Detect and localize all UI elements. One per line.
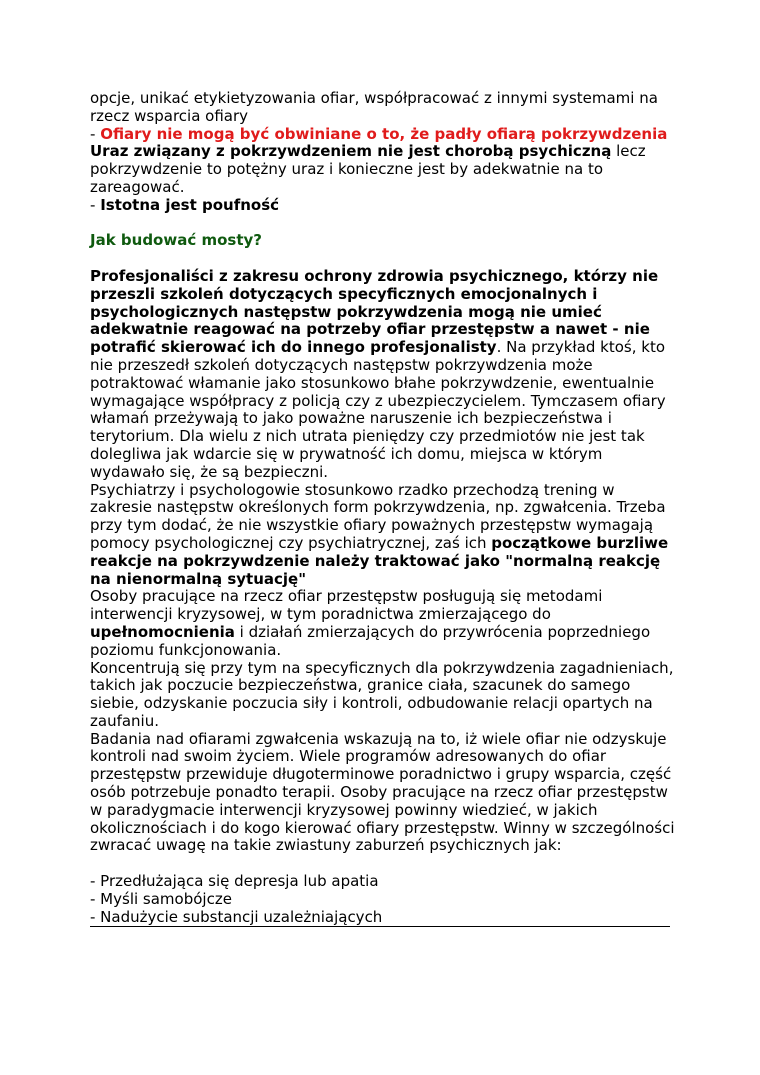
list-item: - Przedłużająca się depresja lub apatia	[90, 872, 379, 891]
intro-continuation: opcje, unikać etykietyzowania ofiar, współpracować z innymi systemami na rzecz wsparcia ofiary	[90, 89, 658, 125]
section-heading: Jak budować mosty?	[90, 231, 262, 250]
bullet-confidentiality	[90, 197, 680, 215]
psychiatrists-bold: początkowe burzliwe reakcje na pokrzywdzenie należy traktować jako "normalną reakcję na nienormalną sytuację"	[90, 533, 669, 588]
bullet-dash: -	[90, 124, 101, 143]
bullet-no-blame	[90, 126, 680, 144]
trauma-rest: lecz pokrzywdzenie to potężny uraz i konieczne jest by adekwatnie na to zareagować.	[90, 142, 646, 196]
paragraph-focus: Koncentrują się przy tym na specyficznych dla pokrzywdzenia zagadnieniach, takich jak poczucie bezpieczeństwa, granice ciała, szacunek do samego siebie, odzyskanie poczucia siły i kontroli, odbudowanie relacji opartych na zaufaniu.	[90, 658, 674, 730]
crisis-plain: Osoby pracujące na rzecz ofiar przestępstw posługują się metodami interwencji kryzysowej, w tym poradnictwa zmierzającego do	[90, 587, 603, 624]
symptom-list	[90, 873, 670, 927]
paragraph-crisis-intervention	[90, 588, 680, 659]
paragraph-psychiatrists	[90, 482, 680, 589]
spacer	[90, 250, 680, 268]
psychiatrists-plain: Psychiatrzy i psychologowie stosunkowo rzadko przechodzą trening w zakresie następstw określonych form pokrzywdzenia, np. zgwałcenia. Trzeba przy tym dodać, że nie wszystkie ofiary poważnych przestępstw wymagają pomocy psychologicznej czy psychiatrycznej, zaś ich	[90, 480, 666, 552]
professionals-rest: . Na przykład ktoś, kto nie przeszedł szkoleń dotyczących następstw pokrzywdzenia może potraktować włamanie jako stosunkowo błahe pokrzywdzenie, ewentualnie wymagające współpracy z policją czy z ubezpieczycielem. Tymczasem ofiary włamań przeżywają to jako poważne naruszenie ich bezpieczeństwa i terytorium. Dla wielu z nich utrata pieniędzy czy przedmiotów nie jest tak dolegliwa jak wdarcie się w prywatność ich domu, miejsca w którym wydawało się, że są bezpieczni.	[90, 338, 666, 481]
paragraph-research: Badania nad ofiarami zgwałcenia wskazują na to, iż wiele ofiar nie odzyskuje kontroli nad swoim życiem. Wiele programów adresowanych do ofiar przestępstw przewiduje długoterminowe poradnictwo i grupy wsparcia, część osób potrzebuje ponadto terapii. Osoby pracujące na rzecz ofiar przestępstw w paradygmacie interwencji kryzysowej powinny wiedzieć, w jakich okolicznościach i do kogo kierować ofiary przestępstw. Winny w szczególności zwracać uwagę na takie zwiastuny zaburzeń psychicznych jak:	[90, 729, 675, 855]
list-item: - Nadużycie substancji uzależniających	[90, 907, 383, 926]
trauma-bold: Uraz związany z pokrzywdzeniem nie jest chorobą psychiczną	[90, 142, 612, 161]
spacer	[90, 215, 680, 233]
paragraph-professionals	[90, 268, 680, 482]
professionals-bold: Profesjonaliści z zakresu ochrony zdrowia psychicznego, którzy nie przeszli szkoleń dotyczących specyficznych emocjonalnych i psychologicznych następstw pokrzywdzenia mogą nie umieć adekwatnie reagować na potrzeby ofiar przestępstw a nawet - nie potrafić skierować ich do innego profesjonalisty	[90, 266, 659, 357]
document-text	[90, 90, 680, 927]
trauma-paragraph	[90, 143, 680, 196]
spacer	[90, 855, 680, 873]
no-blame-emphasis: Ofiary nie mogą być obwiniane o to, że padły ofiarą pokrzywdzenia	[100, 124, 668, 143]
bullet-dash: -	[90, 195, 101, 214]
empowerment-bold: upełnomocnienia	[90, 622, 235, 641]
list-item: - Myśli samobójcze	[90, 889, 232, 908]
confidentiality-bold: Istotna jest poufność	[100, 195, 280, 214]
crisis-rest: i działań zmierzających do przywrócenia poprzedniego poziomu funkcjonowania.	[90, 622, 651, 659]
